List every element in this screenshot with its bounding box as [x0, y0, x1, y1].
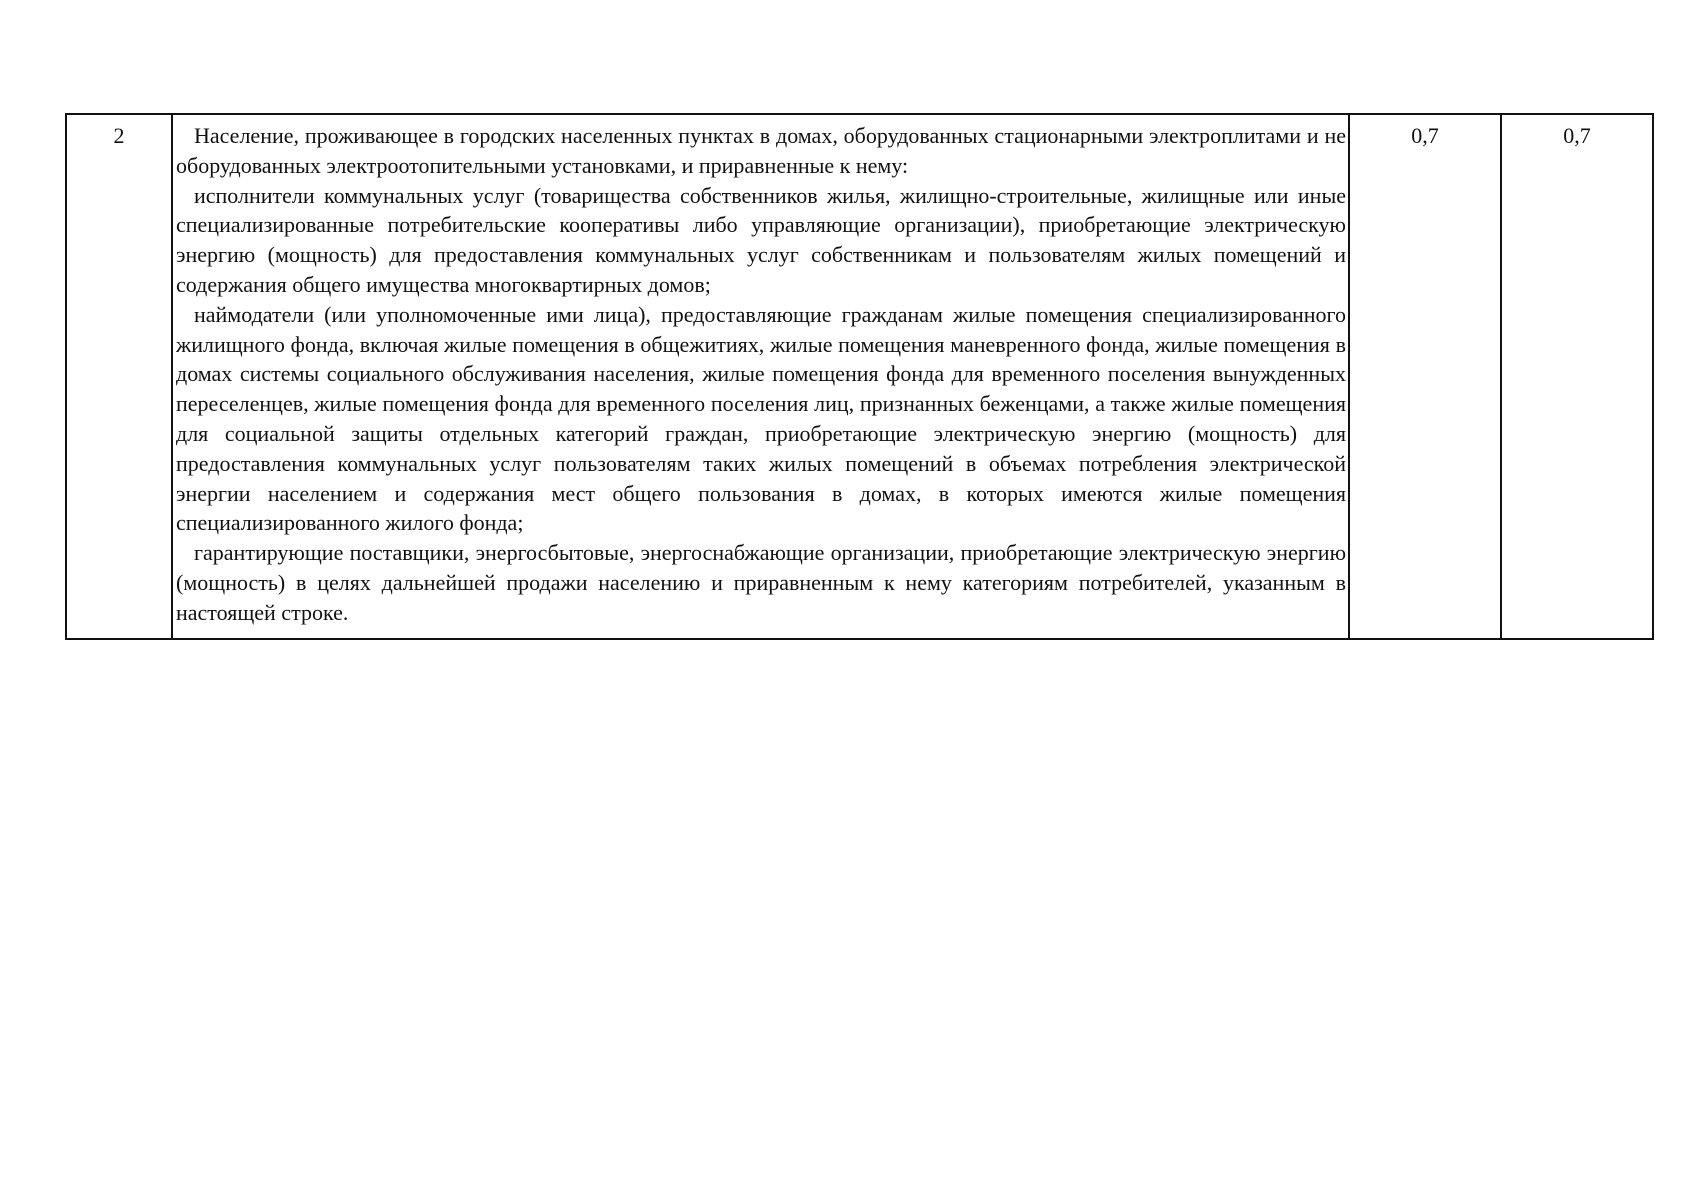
- description-paragraph-landlords: наймодатели (или уполномоченные ими лица), предоставляющие гражданам жилые помещения специализированного жилищного фонда, включая жилые помещения в общежитиях, жилые помещения маневренного фонда, жилые помещения в домах системы социального обслуживания населения, жилые помещения фонда для временного поселения вынужденных переселенцев, жилые помещения фонда для временного поселения лиц, признанных беженцами, а также жилые помещения для социальной защиты отдельных категорий граждан, приобретающие электрическую энергию (мощность) для предоставления коммунальных услуг пользователям таких жилых помещений в объемах потребления электрической энергии населением и содержания мест общего пользования в домах, в которых имеются жилые помещения специализированного жилого фонда;: [176, 301, 1346, 536]
- row-number-cell: [66, 114, 172, 639]
- coefficient-value-2: 0,7: [1563, 123, 1591, 148]
- coefficient-cell-1: [1349, 114, 1501, 639]
- coefficient-value-1: 0,7: [1411, 123, 1439, 148]
- table-row: [66, 114, 1653, 639]
- tariff-table-fragment: [65, 113, 1643, 640]
- description-paragraph-population: Население, проживающее в городских населенных пунктах в домах, оборудованных стационарными электроплитами и не оборудованных электроотопительными установками, и приравненные к нему:: [176, 123, 1346, 178]
- coefficient-cell-2: [1501, 114, 1653, 639]
- description-paragraph-utility-providers: исполнители коммунальных услуг (товарищества собственников жилья, жилищно-строительные, жилищные или иные специализированные потребительские кооперативы либо управляющие организации), приобретающие электрическую энергию (мощность) для предоставления коммунальных услуг собственникам и пользователям жилых помещений и содержания общего имущества многоквартирных домов;: [176, 182, 1346, 297]
- description-paragraph-suppliers: гарантирующие поставщики, энергосбытовые, энергоснабжающие организации, приобретающие электрическую энергию (мощность) в целях дальнейшей продажи населению и приравненным к нему категориям потребителей, указанным в настоящей строке.: [176, 540, 1346, 625]
- consumer-description-cell: [172, 114, 1349, 639]
- row-number: 2: [113, 123, 125, 148]
- tariff-table: [65, 113, 1654, 640]
